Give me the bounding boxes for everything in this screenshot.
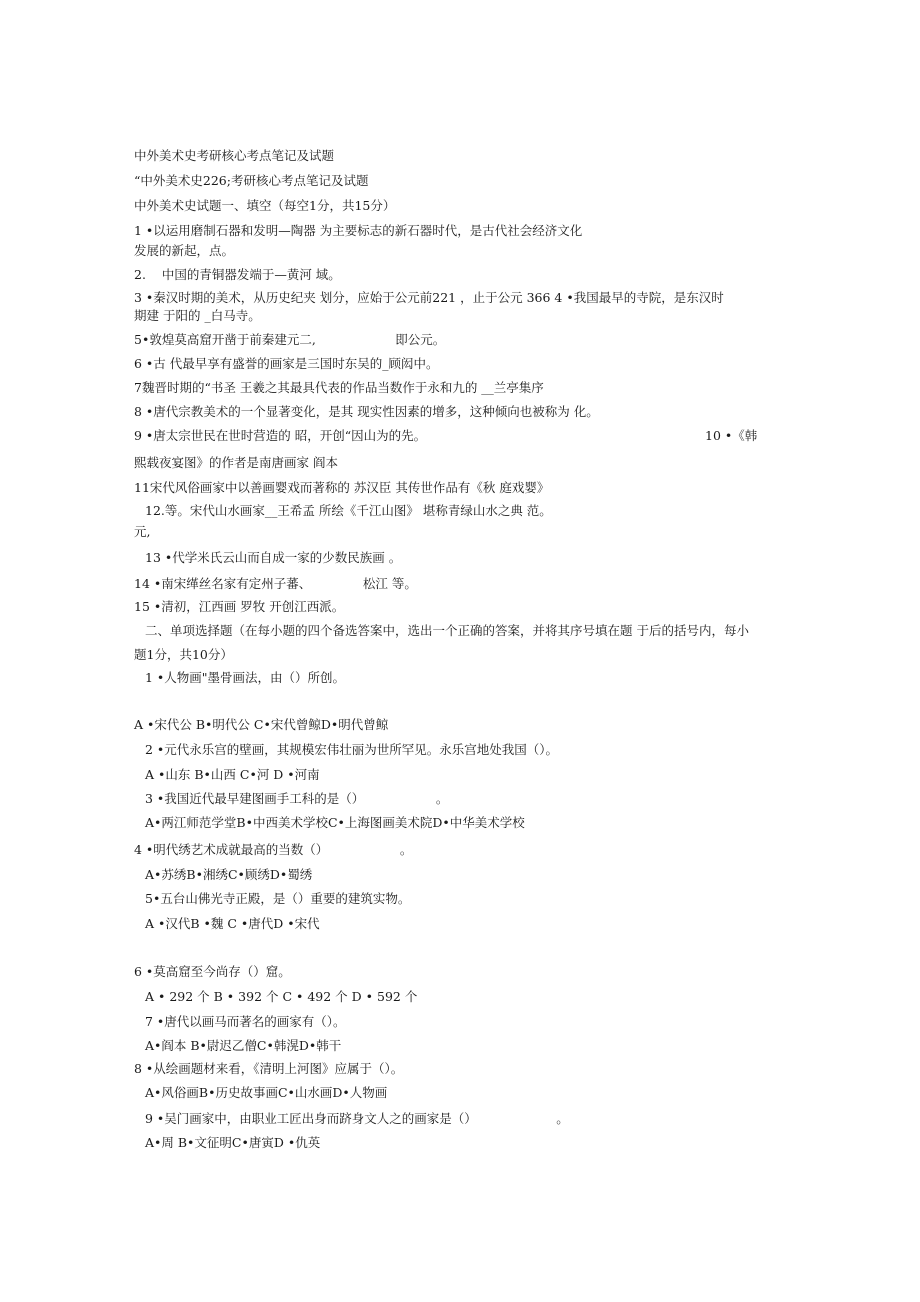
mc-options-2: A •山东 B•山西 C•河 D •河南 [145, 767, 320, 782]
question-5: 5•敦煌莫高窟开凿于前秦建元二, 即公元。 [134, 332, 446, 347]
question-11: 11宋代风俗画家中以善画婴戏而著称的 苏汉臣 其传世作品有《秋 庭戏婴》 [134, 480, 550, 495]
section-heading-multiple-choice-line-1: 二、单项选择题（在每小题的四个备选答案中，选出一个正确的答案，并将其序号填在题 于后的括号内，每小 [145, 623, 749, 638]
mc-question-5: 5•五台山佛光寺正殿，是（）重要的建筑实物。 [145, 891, 411, 906]
question-1-line-1: 1 •以运用磨制石器和发明—陶器 为主要标志的新石器时代，是古代社会经济文化 [134, 223, 583, 238]
mc-options-1: A •宋代公 B•明代公 C•宋代曾鲸D•明代曾鲸 [134, 717, 389, 732]
document-title: 中外美术史考研核心考点笔记及试题 [134, 148, 335, 163]
question-13: 13 •代学米氏云山而自成一家的少数民族画 。 [145, 550, 402, 565]
section-heading-multiple-choice-line-2: 题1分，共10分） [134, 647, 233, 662]
section-heading-fill-blank: 中外美术史试题一、填空（每空1分，共15分） [134, 198, 396, 213]
mc-options-7: A•阎本 B•尉迟乙僧C•韩滉D•韩干 [145, 1038, 342, 1053]
document-subtitle: “中外美术史226;考研核心考点笔记及试题 [134, 173, 369, 188]
mc-options-4: A•苏绣B•湘绣C•顾绣D•蜀绣 [145, 867, 313, 882]
question-14: 14 •南宋缂丝名家有定州子蕃、 松江 等。 [134, 576, 417, 591]
question-10-part-2: 熙载夜宴图》的作者是南唐画家 阎本 [134, 455, 338, 470]
mc-question-7: 7 •唐代以画马而著名的画家有（）。 [145, 1014, 346, 1029]
question-7: 7魏晋时期的“书圣 王羲之其最具代表的作品当数作于永和九的 __兰亭集序 [134, 380, 544, 395]
question-15: 15 •清初，江西画 罗牧 开创江西派。 [134, 599, 345, 614]
question-8: 8 •唐代宗教美术的一个显著变化，是其 现实性因素的增多，这种倾向也被称为 化。 [134, 404, 599, 419]
question-1-line-2: 发展的新起，点。 [134, 243, 235, 258]
question-3-line-2: 期建 于阳的 _白马寺。 [134, 308, 261, 323]
question-12-line-1: 12.等。宋代山水画家__王希孟 所绘《千江山图》 堪称青绿山水之典 范。 [145, 503, 552, 518]
mc-question-6: 6 •莫高窟至今尚存（）窟。 [134, 964, 291, 979]
mc-options-9: A•周 B•文征明C•唐寅D •仇英 [145, 1135, 321, 1150]
mc-question-1: 1 •人物画"墨骨画法，由（）所创。 [145, 670, 346, 685]
mc-options-6: A • 292 个 B • 392 个 C • 492 个 D • 592 个 [145, 989, 418, 1004]
mc-question-8: 8 •从绘画题材来看，《清明上河图》应属于（）。 [134, 1061, 404, 1076]
mc-options-3: A•两江师范学堂B•中西美术学校C•上海图画美术院D•中华美术学校 [145, 815, 525, 830]
question-9: 9 •唐太宗世民在世时营造的 昭，开创“因山为的先。 [134, 428, 427, 443]
mc-question-4: 4 •明代绣艺术成就最高的当数（） 。 [134, 842, 413, 857]
question-6: 6 •古 代最早享有盛誉的画家是三国时东吴的_顾闳中。 [134, 356, 439, 371]
mc-question-9: 9 •吴门画家中，由职业工匠出身而跻身文人之的画家是（） 。 [145, 1111, 569, 1126]
mc-question-3: 3 •我国近代最早建图画手工科的是（） 。 [145, 791, 449, 806]
question-10-part-1: 10 •《韩 [705, 428, 758, 443]
question-3-line-1: 3 •秦汉时期的美术，从历史纪夹 划分，应始于公元前221 ，止于公元 366 4 •我国最早的寺院，是东汉时 [134, 290, 724, 305]
question-2: 2. 中国的青铜器发端于—黄河 域。 [134, 267, 341, 282]
question-12-line-2: 元, [134, 524, 151, 539]
mc-question-2: 2 •元代永乐宫的壁画，其规模宏伟壮丽为世所罕见。永乐宫地处我国（）。 [145, 742, 559, 757]
mc-options-5: A •汉代B •魏 C •唐代D •宋代 [145, 916, 320, 931]
mc-options-8: A•风俗画B•历史故事画C•山水画D•人物画 [145, 1085, 388, 1100]
